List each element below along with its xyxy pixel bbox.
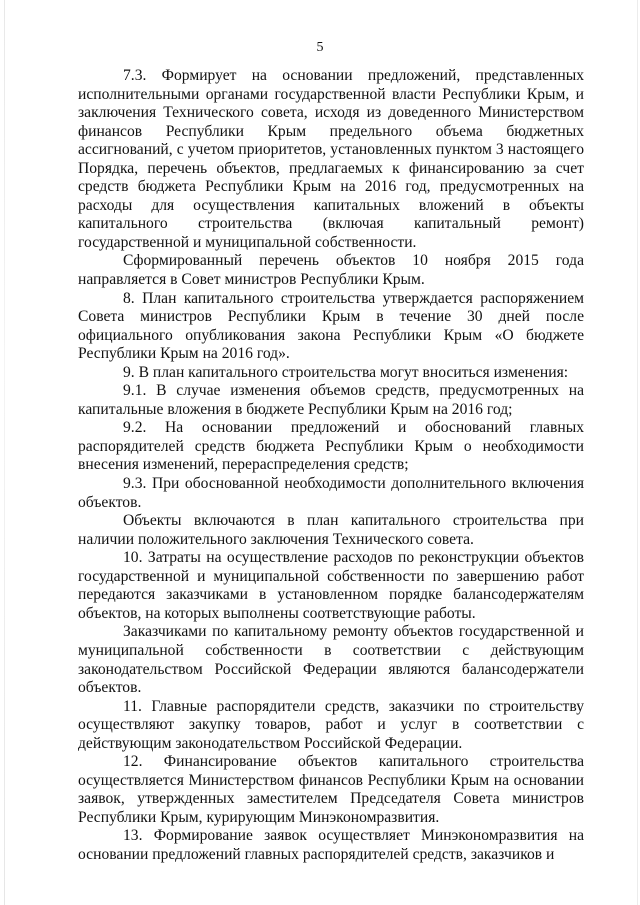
paragraph-9-3: 9.3. При обоснованной необходимости дополнительного включения объектов. — [78, 475, 584, 511]
paragraph-8: 8. План капитального строительства утверждается распоряжением Совета министров Республики Крым в течение 30 дней после официального опубликования закона Республики Крым «О бюджете Республики Крым на 2016 год». — [78, 289, 584, 363]
paragraph-10: 10. Затраты на осуществление расходов по реконструкции объектов государственной и муниципальной собственности по завершению работ передаются заказчиками в установленном порядке балансодержателям объектов, на которых выполнены соответствующие работы. — [78, 549, 584, 622]
paragraph-9-1: 9.1. В случае изменения объемов средств, предусмотренных на капитальные вложения в бюджете Республики Крым на 2016 год; — [78, 382, 584, 418]
document-body — [78, 67, 584, 865]
scan-edge — [637, 0, 638, 905]
paragraph-9-2: 9.2. На основании предложений и обоснований главных распорядителей средств бюджета Республики Крым о необходимости внесения изменений, перераспределения средств; — [78, 419, 584, 474]
paragraph-7-3: 7.3. Формирует на основании предложений, представленных исполнительными органами государственной власти Республики Крым, и заключения Технического совета, исходя из доведенного Министерством финансов Республики Крым предельного объема бюджетных ассигнований, с учетом приоритетов, установленных пунктом 3 настоящего Порядка, перечень объектов, предлагаемых к финансированию за счет средств бюджета Республики Крым на 2016 год, предусмотренных на расходы для осуществления капитальных вложений в объекты капитального строительства (включая капитальный ремонт) государственной и муниципальной собственности. — [78, 67, 584, 251]
paragraph-objects-included: Объекты включаются в план капитального строительства при наличии положительного заключения Технического совета. — [78, 512, 584, 548]
paragraph-12: 12. Финансирование объектов капитального строительства осуществляется Министерством финансов Республики Крым на основании заявок, утвержденных заместителем Председателя Совета министров Республики Крым, курирующим Минэкономразвития. — [78, 753, 584, 826]
paragraph-list-sent: Сформированный перечень объектов 10 ноября 2015 года направляется в Совет министров Республики Крым. — [78, 252, 584, 289]
paragraph-13: 13. Формирование заявок осуществляет Минэкономразвития на основании предложений главных распорядителей средств, заказчиков и — [78, 827, 584, 863]
page-number: 5 — [316, 40, 324, 55]
paragraph-9: 9. В план капитального строительства могут вноситься изменения: — [123, 363, 569, 381]
paragraph-customers: Заказчиками по капитальному ремонту объектов государственной и муниципальной собственности в соответствии с действующим законодательством Российской Федерации являются балансодержатели объектов. — [78, 623, 584, 697]
scan-edge — [4, 0, 5, 905]
paragraph-11: 11. Главные распорядители средств, заказчики по строительству осуществляют закупку товаров, работ и услуг в соответствии с действующим законодательством Российской Федерации. — [78, 697, 584, 752]
